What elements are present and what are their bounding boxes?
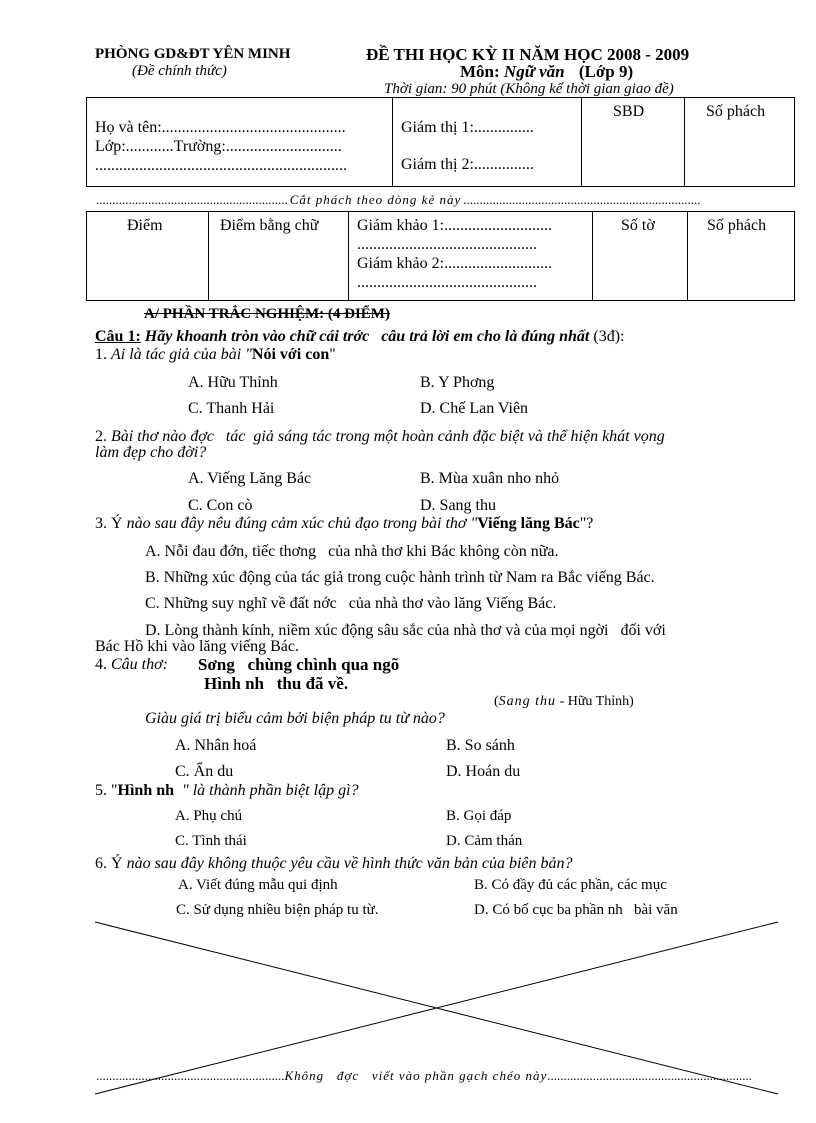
q4-option-c[interactable]: C. Ẩn du [175, 763, 234, 780]
cau1-text: Hãy khoanh tròn vào chữ cái trớc câu trả lời em cho là đúng nhất [144, 328, 590, 345]
q2-option-c[interactable]: C. Con cò [188, 497, 253, 514]
grader1-dots[interactable]: ............................................. [357, 236, 537, 253]
sbd-label: SBD [613, 103, 645, 120]
q6-option-c[interactable]: C. Sử dụng nhiều biện pháp tu từ. [176, 902, 379, 918]
q4-question: Giàu giá trị biểu cảm bởi biện pháp tu từ nào? [145, 710, 445, 727]
q3-option-b[interactable]: B. Những xúc động của tác giả trong cuộc hành trình từ Nam ra Bắc viếng Bác. [145, 569, 655, 586]
q4-verse-2: Hình nh thu đã về. [204, 674, 349, 693]
footer-line [96, 1068, 752, 1084]
student-name-field[interactable]: Họ và tên:.............................................. [95, 119, 346, 136]
extra-dotted-line[interactable]: ............................................................... [95, 157, 347, 174]
q3-number: 3. Ý [95, 515, 123, 532]
q4-option-d[interactable]: D. Hoán du [446, 763, 521, 780]
q5-option-b[interactable]: B. Gọi đáp [446, 808, 512, 824]
q3-title: Viếng lăng Bác [477, 515, 580, 532]
subject-name: Ngữ văn [503, 62, 565, 81]
q3-option-c[interactable]: C. Những suy nghĩ về đất nớc của nhà thơ vào lăng Viếng Bác. [145, 595, 557, 612]
diem-chu-label: Điểm bằng chữ [220, 217, 319, 234]
department-name: PHÒNG GD&ĐT YÊN MINH [95, 46, 291, 62]
q4-option-a[interactable]: A. Nhân hoá [175, 737, 257, 754]
q4-label: Câu thơ: [111, 656, 168, 673]
q4-verse-1: Sơng chùng chình qua ngõ [198, 655, 400, 674]
cut-line-dots-left: ........................................................... [96, 192, 288, 207]
so-phach-label-2: Số phách [707, 217, 767, 234]
q6-number: 6. Ý [95, 855, 123, 872]
examiner1-field[interactable]: Giám thị 1:............... [401, 119, 534, 136]
q3-option-d-cont: Bác Hồ khi vào lăng viếng Bác. [95, 638, 299, 655]
q4-source-open: ( [494, 694, 499, 709]
q3-end: "? [579, 515, 594, 532]
exam-time: Thời gian: 90 phút (Không kể thời gian giao đề) [384, 81, 674, 97]
footer-text: Không đợc viết vào phần gạch chéo này [284, 1068, 548, 1083]
q5-option-a[interactable]: A. Phụ chú [175, 808, 243, 824]
q2-text: Bài thơ nào đợc tác giả sáng tác trong một hoàn cảnh đặc biệt và thể hiện khát vọng [111, 428, 665, 445]
q1-option-c[interactable]: C. Thanh Hải [188, 400, 275, 417]
q3-option-d[interactable]: D. Lòng thành kính, niềm xúc động sâu sắc của nhà thơ và của mọi ngời đối với [145, 622, 666, 639]
q4-source-author: - Hữu Thỉnh) [556, 694, 634, 709]
examiner2-field[interactable]: Giám thị 2:............... [401, 156, 534, 173]
cau1-label: Câu 1: [95, 328, 141, 345]
q1-option-d[interactable]: D. Chế Lan Viên [420, 400, 529, 417]
subject-label: Môn: [460, 62, 500, 81]
q3-text: nào sau đây nêu đúng cảm xúc chủ đạo trong bài thơ " [122, 515, 478, 532]
q1-number: 1. [95, 346, 107, 363]
q6-option-a[interactable]: A. Viết đúng mẫu qui định [178, 877, 338, 893]
diem-label: Điểm [127, 217, 163, 234]
exam-title: ĐỀ THI HỌC KỲ II NĂM HỌC 2008 - 2009 [366, 45, 690, 64]
question-2-line2: làm đẹp cho đời? [95, 444, 207, 461]
so-to-label: Số tờ [621, 217, 655, 234]
q5-number: 5. " [95, 782, 118, 799]
q6-option-b[interactable]: B. Có đầy đủ các phần, các mục [474, 877, 667, 893]
q6-text: nào sau đây không thuộc yêu cầu về hình thức văn bản của biên bản? [122, 855, 573, 872]
grader2-dots[interactable]: ............................................. [357, 274, 537, 291]
q2-option-d[interactable]: D. Sang thu [420, 497, 496, 514]
q5-text: " là thành phần biệt lập gì? [174, 782, 359, 799]
q2-option-a[interactable]: A. Viếng Lăng Bác [188, 470, 312, 487]
official-label: (Đề chính thức) [132, 63, 227, 79]
q4-source-title: Sang thu [498, 694, 557, 709]
q2-number: 2. [95, 428, 107, 445]
cau1-points: (3đ): [593, 328, 625, 345]
grade-label: (Lớp 9) [578, 62, 634, 81]
grader1-field[interactable]: Giám khảo 1:........................... [357, 217, 553, 234]
q1-text: Ai là tác giả của bài " [111, 346, 252, 363]
grader2-field[interactable]: Giám khảo 2:........................... [357, 255, 553, 272]
q4-option-b[interactable]: B. So sánh [446, 737, 515, 754]
q2-option-b[interactable]: B. Mùa xuân nho nhỏ [420, 470, 560, 487]
q5-title: Hình nh [117, 782, 175, 799]
so-phach-label: Số phách [706, 103, 766, 120]
q1-end: " [329, 346, 336, 363]
q1-title: Nói với con [251, 346, 330, 363]
cut-line-dots-right: ......................................................................... [463, 192, 701, 207]
q3-option-a[interactable]: A. Nỗi đau đớn, tiếc thơng của nhà thơ khi Bác không còn nữa. [145, 543, 559, 560]
footer-dots-right: ............................................................... [547, 1068, 752, 1083]
section-a-title: A/ PHẦN TRẮC NGHIỆM: (4 ĐIỂM) [144, 306, 390, 322]
q5-option-d[interactable]: D. Cảm thán [446, 833, 523, 849]
q1-option-b[interactable]: B. Y Phơng [420, 374, 495, 391]
q4-number: 4. [95, 656, 107, 673]
class-school-field[interactable]: Lớp:............Trường:............................. [95, 138, 342, 155]
cut-line-text: Cắt phách theo dòng kẻ này [289, 192, 462, 207]
q5-option-c[interactable]: C. Tình thái [175, 833, 247, 849]
q6-option-d[interactable]: D. Có bố cục ba phần nh bài văn [474, 902, 678, 918]
footer-dots-left: .......................................................... [96, 1068, 285, 1083]
q1-option-a[interactable]: A. Hữu Thỉnh [188, 374, 278, 391]
